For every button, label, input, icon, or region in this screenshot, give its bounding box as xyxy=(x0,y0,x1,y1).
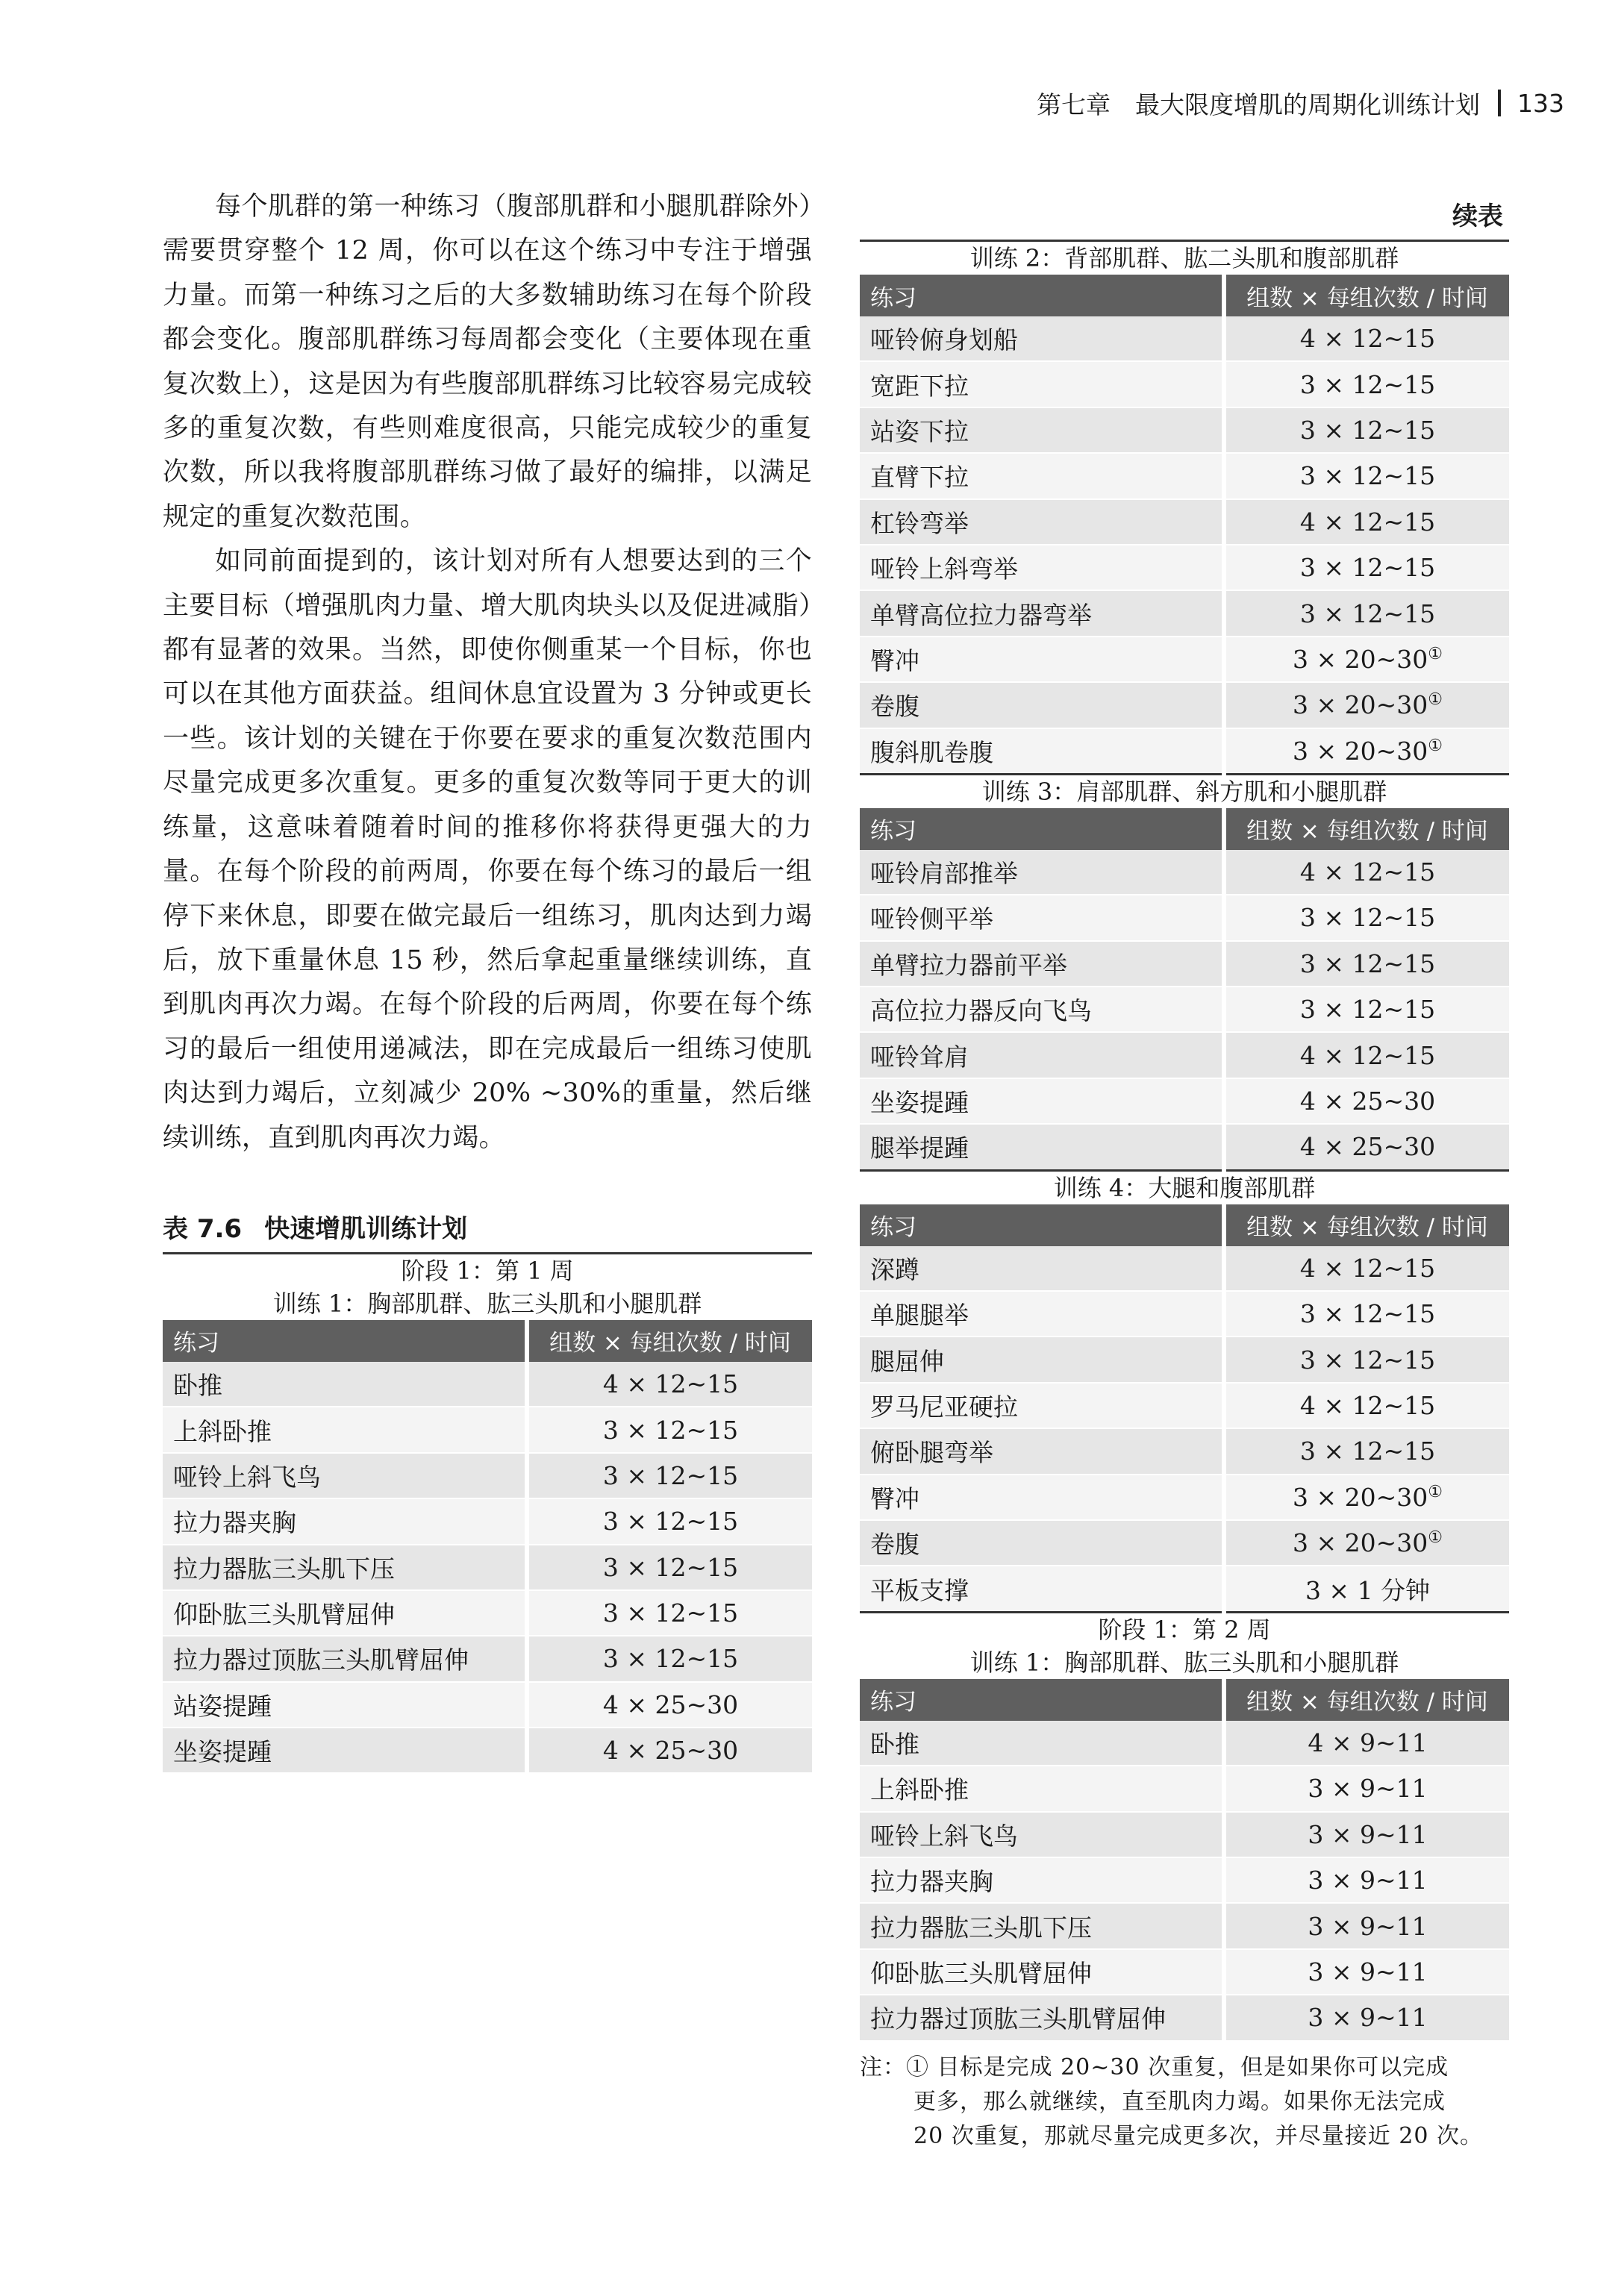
exercise-name: 单腿腿举 xyxy=(860,1291,1224,1337)
table-row xyxy=(860,1721,1509,1766)
exercise-table xyxy=(163,1320,812,1775)
column-header-sets: 组数 × 每组次数 / 时间 xyxy=(1224,808,1509,850)
sets-reps: 4 × 25~30 xyxy=(1224,1078,1509,1124)
table-row xyxy=(860,637,1509,682)
exercise-name: 卷腹 xyxy=(860,682,1224,728)
table-row xyxy=(163,1728,812,1773)
table-row xyxy=(860,1246,1509,1291)
body-paragraph: 如同前面提到的，该计划对所有人想要达到的三个主要目标（增强肌肉力量、增大肌肉块头以及促进减脂）都有显著的效果。当然，即使你侧重某一个目标，你也可以在其他方面获益。组间休息宜设置为 3 分钟或更长一些。该计划的关键在于你要在要求的重复次数范围内尽量完成更多次重复。更多的重复次数等同于更大的训练量，这意味着随着时间的推移你将获得更强大的力量。在每个阶段的前两周，你要在每个练习的最后一组停下来休息，即要在做完最后一组练习，肌肉达到力竭后，放下重量休息 15 秒，然后拿起重量继续训练，直到肌肉再次力竭。在每个阶段的后两周，你要在每个练习的最后一组使用递减法，即在完成最后一组练习使肌肉达到力竭后，立刻减少 20% ~30%的重量，然后继续训练，直到肌肉再次力竭。 xyxy=(163,546,812,1153)
table-row xyxy=(163,1636,812,1681)
table-row xyxy=(860,941,1509,987)
exercise-name: 哑铃上斜弯举 xyxy=(860,545,1224,590)
exercise-table xyxy=(860,1204,1509,1613)
exercise-name: 坐姿提踵 xyxy=(860,1078,1224,1124)
sets-reps: 3 × 20~30① xyxy=(1224,728,1509,775)
exercise-name: 拉力器过顶肱三头肌臂屈伸 xyxy=(860,1995,1224,2040)
right-column xyxy=(860,193,1509,2154)
exercise-name: 直臂下拉 xyxy=(860,453,1224,498)
chapter-title: 第七章 最大限度增肌的周期化训练计划 xyxy=(1037,90,1480,119)
running-header xyxy=(1037,81,1564,125)
table-row xyxy=(860,1903,1509,1948)
sets-reps: 3 × 12~15 xyxy=(1224,1337,1509,1382)
sets-reps: 3 × 20~30① xyxy=(1224,1475,1509,1520)
column-header-sets: 组数 × 每组次数 / 时间 xyxy=(1224,275,1509,316)
exercise-table xyxy=(860,275,1509,775)
sets-reps: 3 × 12~15 xyxy=(1224,407,1509,453)
table-header-row xyxy=(163,1320,812,1362)
exercise-name: 臀冲 xyxy=(860,1475,1224,1520)
table-header-row xyxy=(860,275,1509,316)
sets-reps: 3 × 12~15 xyxy=(527,1453,812,1498)
workout-caption: 训练 4：大腿和腹部肌群 xyxy=(1053,1173,1316,1202)
sets-reps: 3 × 12~15 xyxy=(1224,590,1509,636)
table-row xyxy=(860,545,1509,590)
exercise-name: 上斜卧推 xyxy=(163,1407,527,1452)
exercise-name: 腹斜肌卷腹 xyxy=(860,728,1224,775)
column-header-exercise: 练习 xyxy=(860,1204,1224,1246)
exercise-name: 坐姿提踵 xyxy=(163,1728,527,1773)
table-row xyxy=(860,453,1509,498)
column-header-exercise: 练习 xyxy=(163,1320,527,1362)
exercise-name: 拉力器夹胸 xyxy=(163,1498,527,1544)
sets-reps: 4 × 25~30 xyxy=(527,1728,812,1773)
sets-reps: 4 × 12~15 xyxy=(1224,1383,1509,1428)
column-header-exercise: 练习 xyxy=(860,808,1224,850)
note-line: 注：① 目标是完成 20~30 次重复，但是如果你可以完成 xyxy=(860,2054,1449,2081)
sets-reps: 3 × 9~11 xyxy=(1224,1903,1509,1948)
sets-reps: 3 × 12~15 xyxy=(527,1407,812,1452)
sets-reps: 3 × 9~11 xyxy=(1224,1949,1509,1995)
sets-reps: 3 × 9~11 xyxy=(1224,1995,1509,2040)
sets-reps: 3 × 12~15 xyxy=(527,1498,812,1544)
sets-reps: 4 × 12~15 xyxy=(1224,316,1509,361)
sets-reps: 3 × 1 分钟 xyxy=(1224,1566,1509,1612)
sets-reps: 4 × 12~15 xyxy=(1224,1032,1509,1078)
table-row xyxy=(163,1498,812,1544)
exercise-name: 哑铃侧平举 xyxy=(860,895,1224,940)
table-row xyxy=(163,1453,812,1498)
exercise-name: 拉力器过顶肱三头肌臂屈伸 xyxy=(163,1636,527,1681)
sets-reps: 4 × 12~15 xyxy=(527,1362,812,1407)
exercise-name: 单臂拉力器前平举 xyxy=(860,941,1224,987)
exercise-name: 哑铃上斜飞鸟 xyxy=(163,1453,527,1498)
table-row xyxy=(860,728,1509,775)
sets-reps: 3 × 12~15 xyxy=(1224,941,1509,987)
table-row xyxy=(860,1337,1509,1382)
table-header-row xyxy=(860,1204,1509,1246)
exercise-name: 上斜卧推 xyxy=(860,1766,1224,1811)
exercise-name: 拉力器肱三头肌下压 xyxy=(163,1545,527,1590)
workout-caption: 训练 1：胸部肌群、肱三头肌和小腿肌群 xyxy=(272,1289,702,1318)
table-name: 快速增肌训练计划 xyxy=(264,1213,468,1244)
exercise-name: 俯卧腿弯举 xyxy=(860,1428,1224,1474)
table-title xyxy=(163,1208,812,1254)
sets-reps: 3 × 20~30① xyxy=(1224,682,1509,728)
left-table-block xyxy=(163,1254,812,1775)
exercise-name: 卷腹 xyxy=(860,1520,1224,1566)
table-row xyxy=(860,1995,1509,2040)
table-row xyxy=(860,987,1509,1032)
exercise-name: 杠铃弯举 xyxy=(860,499,1224,545)
exercise-table xyxy=(860,1679,1509,2042)
table-row xyxy=(860,850,1509,895)
sets-reps: 3 × 20~30① xyxy=(1224,1520,1509,1566)
sets-reps: 4 × 9~11 xyxy=(1224,1721,1509,1766)
table-row xyxy=(860,316,1509,361)
table-row xyxy=(860,1566,1509,1612)
table-row xyxy=(860,590,1509,636)
table-note xyxy=(860,2051,1509,2154)
sets-reps: 3 × 12~15 xyxy=(1224,361,1509,407)
sets-reps: 3 × 12~15 xyxy=(1224,1428,1509,1474)
sets-reps: 3 × 12~15 xyxy=(1224,453,1509,498)
exercise-name: 仰卧肱三头肌臂屈伸 xyxy=(860,1949,1224,1995)
sets-reps: 3 × 9~11 xyxy=(1224,1812,1509,1857)
table-row xyxy=(860,1857,1509,1903)
workout-caption: 训练 1：胸部肌群、肱三头肌和小腿肌群 xyxy=(969,1648,1399,1677)
column-header-exercise: 练习 xyxy=(860,1679,1224,1721)
exercise-name: 腿举提踵 xyxy=(860,1124,1224,1170)
exercise-name: 哑铃肩部推举 xyxy=(860,850,1224,895)
table-row xyxy=(860,1124,1509,1170)
exercise-name: 哑铃耸肩 xyxy=(860,1032,1224,1078)
stage-caption: 阶段 1：第 1 周 xyxy=(401,1256,574,1285)
exercise-name: 高位拉力器反向飞鸟 xyxy=(860,987,1224,1032)
exercise-name: 哑铃上斜飞鸟 xyxy=(860,1812,1224,1857)
column-header-sets: 组数 × 每组次数 / 时间 xyxy=(527,1320,812,1362)
table-row xyxy=(860,1949,1509,1995)
table-row xyxy=(860,1475,1509,1520)
table-row xyxy=(860,1383,1509,1428)
page-number: 133 xyxy=(1517,88,1564,118)
exercise-name: 拉力器夹胸 xyxy=(860,1857,1224,1903)
sets-reps: 4 × 12~15 xyxy=(1224,850,1509,895)
table-header-row xyxy=(860,1679,1509,1721)
exercise-name: 仰卧肱三头肌臂屈伸 xyxy=(163,1590,527,1636)
column-header-sets: 组数 × 每组次数 / 时间 xyxy=(1224,1204,1509,1246)
sets-reps: 3 × 20~30① xyxy=(1224,637,1509,682)
exercise-name: 卧推 xyxy=(860,1721,1224,1766)
table-row xyxy=(860,1078,1509,1124)
table-row xyxy=(163,1545,812,1590)
continued-label: 续表 xyxy=(860,193,1509,242)
table-row xyxy=(163,1590,812,1636)
sets-reps: 3 × 12~15 xyxy=(527,1590,812,1636)
exercise-name: 罗马尼亚硬拉 xyxy=(860,1383,1224,1428)
right-table-block xyxy=(860,242,1509,2042)
table-row xyxy=(860,1291,1509,1337)
sets-reps: 3 × 12~15 xyxy=(1224,987,1509,1032)
exercise-name: 腿屈伸 xyxy=(860,1337,1224,1382)
exercise-name: 哑铃俯身划船 xyxy=(860,316,1224,361)
column-header-exercise: 练习 xyxy=(860,275,1224,316)
exercise-name: 站姿下拉 xyxy=(860,407,1224,453)
sets-reps: 3 × 12~15 xyxy=(1224,545,1509,590)
table-row xyxy=(860,1766,1509,1811)
table-row xyxy=(860,895,1509,940)
table-row xyxy=(860,361,1509,407)
table-row xyxy=(860,1812,1509,1857)
table-row xyxy=(860,682,1509,728)
workout-caption: 训练 3：肩部肌群、斜方肌和小腿肌群 xyxy=(981,777,1387,806)
table-row xyxy=(860,1428,1509,1474)
table-row xyxy=(163,1682,812,1728)
sets-reps: 3 × 9~11 xyxy=(1224,1766,1509,1811)
sets-reps: 4 × 25~30 xyxy=(527,1682,812,1728)
exercise-name: 臀冲 xyxy=(860,637,1224,682)
exercise-name: 单臂高位拉力器弯举 xyxy=(860,590,1224,636)
footnote-mark: ① xyxy=(1428,736,1443,755)
exercise-name: 拉力器肱三头肌下压 xyxy=(860,1903,1224,1948)
table-row xyxy=(860,407,1509,453)
table-row xyxy=(163,1362,812,1407)
exercise-name: 宽距下拉 xyxy=(860,361,1224,407)
sets-reps: 4 × 12~15 xyxy=(1224,499,1509,545)
footnote-mark: ① xyxy=(1428,690,1443,710)
sets-reps: 4 × 25~30 xyxy=(1224,1124,1509,1170)
table-row xyxy=(163,1407,812,1452)
exercise-name: 深蹲 xyxy=(860,1246,1224,1291)
exercise-name: 平板支撑 xyxy=(860,1566,1224,1612)
sets-reps: 3 × 12~15 xyxy=(1224,1291,1509,1337)
body-paragraph: 每个肌群的第一种练习（腹部肌群和小腿肌群除外）需要贯穿整个 12 周，你可以在这个练习中专注于增强力量。而第一种练习之后的大多数辅助练习在每个阶段都会变化。腹部肌群练习每周都会变化（主要体现在重复次数上），这是因为有些腹部肌群练习比较容易完成较多的重复次数，有些则难度很高，只能完成较少的重复次数，所以我将腹部肌群练习做了最好的编排，以满足规定的重复次数范围。 xyxy=(163,192,812,532)
footnote-mark: ① xyxy=(1428,1528,1443,1548)
sets-reps: 4 × 12~15 xyxy=(1224,1246,1509,1291)
stage-caption: 阶段 1：第 2 周 xyxy=(1098,1615,1271,1644)
sets-reps: 3 × 9~11 xyxy=(1224,1857,1509,1903)
column-header-sets: 组数 × 每组次数 / 时间 xyxy=(1224,1679,1509,1721)
sets-reps: 3 × 12~15 xyxy=(527,1545,812,1590)
header-divider xyxy=(1498,90,1501,116)
table-row xyxy=(860,1032,1509,1078)
table-header-row xyxy=(860,808,1509,850)
note-line: 更多，那么就继续，直至肌肉力竭。如果你无法完成 xyxy=(914,2088,1446,2115)
left-column xyxy=(163,185,812,1774)
exercise-name: 卧推 xyxy=(163,1362,527,1407)
footnote-mark: ① xyxy=(1428,1482,1443,1501)
table-row xyxy=(860,1520,1509,1566)
workout-caption: 训练 2：背部肌群、肱二头肌和腹部肌群 xyxy=(969,244,1399,272)
footnote-mark: ① xyxy=(1428,644,1443,663)
sets-reps: 3 × 12~15 xyxy=(527,1636,812,1681)
note-line: 20 次重复，那就尽量完成更多次，并尽量接近 20 次。 xyxy=(914,2122,1483,2149)
exercise-name: 站姿提踵 xyxy=(163,1682,527,1728)
table-number: 表 7.6 xyxy=(163,1213,243,1244)
exercise-table xyxy=(860,808,1509,1172)
table-row xyxy=(860,499,1509,545)
sets-reps: 3 × 12~15 xyxy=(1224,895,1509,940)
